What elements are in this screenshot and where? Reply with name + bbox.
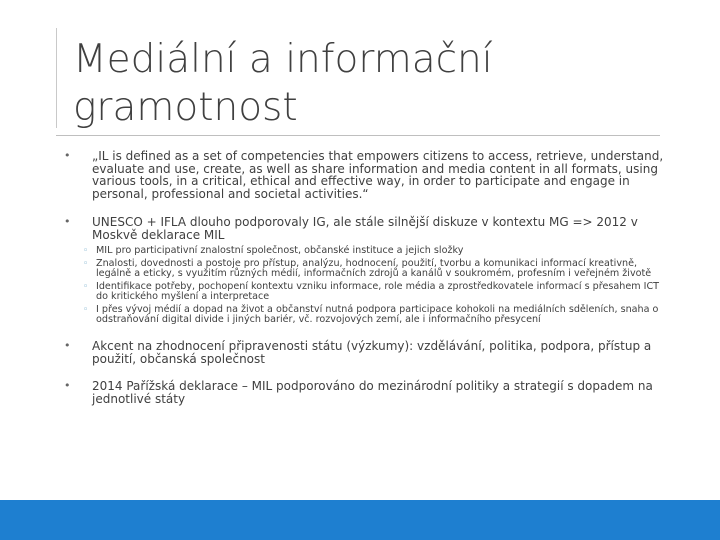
sub-bullet-item [56,246,666,256]
bullet-text: 2014 Pařížská deklarace – MIL podporováno do mezinárodní politiky a strategií s dopadem na jednotlivé státy [92,379,653,406]
sub-bullet-marker: ◦ [83,259,89,269]
sub-bullet-marker: ◦ [83,246,89,256]
sub-bullet-item [56,259,666,279]
bullet-item [56,216,666,241]
bullet-marker: • [64,379,71,392]
bullet-text: UNESCO + IFLA dlouho podporovaly IG, ale stále silnější diskuze v kontextu MG => 2012 v Moskvě deklarace MIL [92,215,638,242]
sub-bullet-list [56,246,666,325]
title-side-rule [56,28,57,128]
sub-bullet-text: Identifikace potřeby, pochopení kontextu vzniku informace, role média a zprostředkovatele informací s přesahem ICT do kritického myšlení a interpretace [96,281,660,302]
slide-title: Mediální a informační gramotnost [73,37,493,130]
bullet-marker: • [64,149,71,162]
bullet-marker: • [64,215,71,228]
bullet-text: „IL is defined as a set of competencies that empowers citizens to access, retrieve, understand, evaluate and use, create, as well as share information and media content in all formats, using various tools, in a critical, ethical and effective way, in order to participate and engage in personal, professional and societal activities.“ [92,149,664,201]
bullet-marker: • [64,339,71,352]
sub-bullet-marker: ◦ [83,282,89,292]
bullet-item [56,150,666,200]
sub-bullet-item [56,282,666,302]
footer-accent-bar [0,500,720,540]
sub-bullet-marker: ◦ [83,305,89,315]
bullet-item [56,340,666,365]
slide-content [56,150,666,405]
sub-bullet-text: I přes vývoj médií a dopad na život a občanství nutná podpora participace kohokoli na mediálních sděleních, snaha o odstraňování digital divide i jiných bariér, vč. rozvojových zemí, ale i informačního přesycení [96,304,659,325]
bullet-text: Akcent na zhodnocení připravenosti státu (výzkumy): vzdělávání, politika, podpora, přístup a použití, občanská společnost [92,339,652,366]
bullet-item [56,380,666,405]
title-divider [56,135,660,136]
sub-bullet-item [56,305,666,325]
sub-bullet-text: Znalosti, dovednosti a postoje pro přístup, analýzu, hodnocení, použití, tvorbu a komunikaci informací kreativně, legálně a eticky, s využitím různých médií, informačních zdrojů a kanálů v soukromém, profesním i veřejném životě [96,258,652,279]
sub-bullet-text: MIL pro participativní znalostní společnost, občanské instituce a jejich složky [96,245,464,256]
